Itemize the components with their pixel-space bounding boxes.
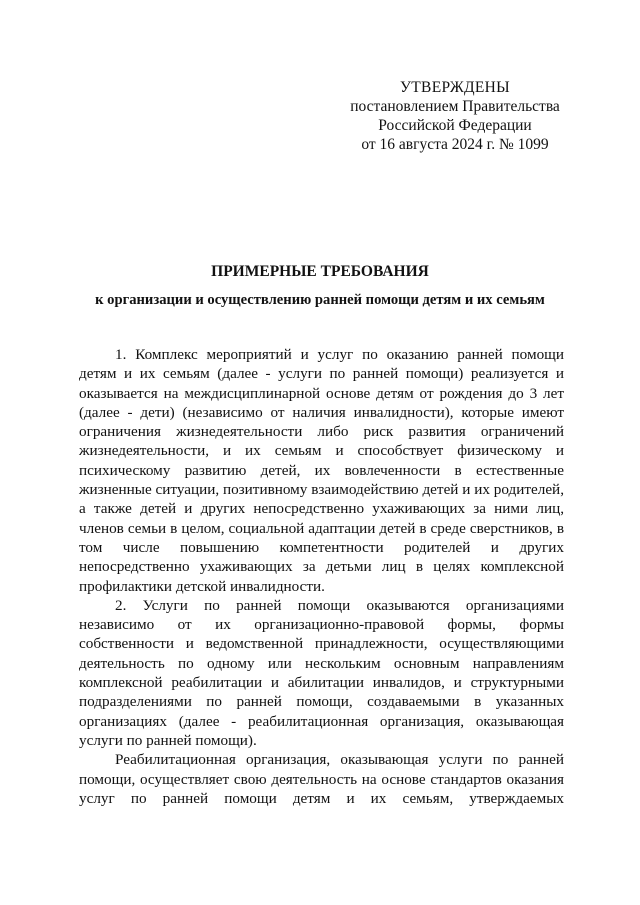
approval-block (300, 78, 610, 154)
approval-line-1: постановлением Правительства (350, 98, 560, 115)
document-body (79, 345, 564, 808)
document-title: ПРИМЕРНЫЕ ТРЕБОВАНИЯ (211, 263, 429, 280)
paragraph-1: 1. Комплекс мероприятий и услуг по оказанию ранней помощи детям и их семьям (далее - услуги по ранней помощи) реализуется и оказывается на междисциплинарной основе детям от рождения до 3 лет (далее - дети) (независимо от наличия инвалидности), которые имеют ограничения жизнедеятельности либо риск развития ограничений жизнедеятельности, и их семьям и способствует физическому и психическому развитию детей, их вовлеченности в естественные жизненные ситуации, позитивному взаимодействию детей и их родителей, а также детей и других непосредственно ухаживающих за ними лиц, членов семьи в целом, социальной адаптации детей в среде сверстников, в том числе повышению компетентности родителей и других непосредственно ухаживающих за детьми лиц в целях комплексной профилактики детской инвалидности. (79, 346, 564, 595)
paragraph-2: 2. Услуги по ранней помощи оказываются организациями независимо от их организационно-правовой формы, формы собственности и ведомственной принадлежности, осуществляющими деятельность по одному или нескольким основным направлениям комплексной реабилитации и абилитации инвалидов, и структурными подразделениями по ранней помощи, создаваемыми в указанных организациях (далее - реабилитационная организация, оказывающая услуги по ранней помощи). (79, 596, 564, 749)
document-subtitle: к организации и осуществлению ранней помощи детям и их семьям (95, 292, 545, 308)
paragraph-3: Реабилитационная организация, оказывающая услуги по ранней помощи, осуществляет свою деятельность на основе стандартов оказания услуг по ранней помощи детям и их семьям, утверждаемых (79, 751, 564, 807)
approval-heading: УТВЕРЖДЕНЫ (400, 79, 510, 96)
approval-line-2: Российской Федерации (378, 117, 532, 134)
approval-line-3: от 16 августа 2024 г. № 1099 (361, 136, 549, 153)
